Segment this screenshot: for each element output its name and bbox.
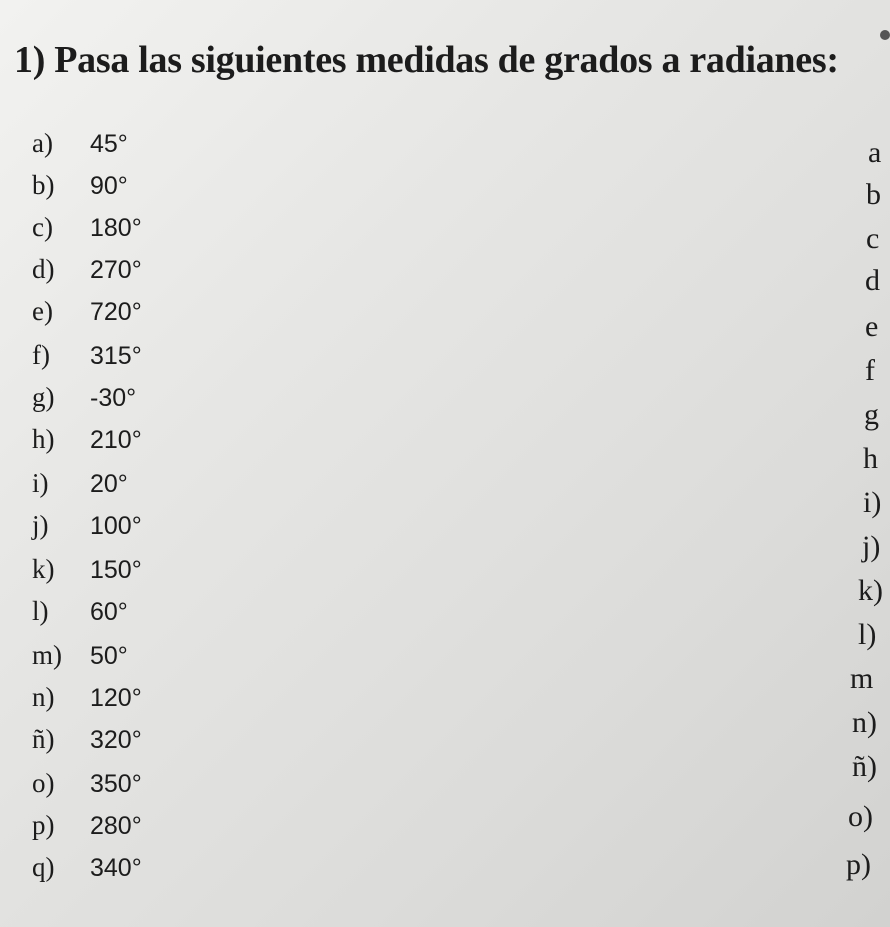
item-label: k)	[32, 554, 55, 584]
item-value: 340°	[90, 854, 142, 882]
cropped-label: d	[865, 264, 880, 297]
item-value: 150°	[90, 556, 142, 584]
item-value: 210°	[90, 426, 142, 454]
item-value: 280°	[90, 812, 142, 840]
item-label: h)	[32, 424, 55, 454]
cropped-label: n)	[852, 706, 877, 739]
item-label: ñ)	[32, 724, 55, 754]
item-label: g)	[32, 382, 55, 412]
cropped-label: j)	[862, 530, 881, 563]
cropped-label: m	[850, 662, 874, 695]
item-value: 315°	[90, 342, 142, 370]
cropped-label: p)	[846, 848, 871, 881]
item-value: 45°	[90, 130, 128, 158]
item-label: q)	[32, 852, 55, 882]
item-value: 90°	[90, 172, 128, 200]
item-value: 100°	[90, 512, 142, 540]
cropped-label: b	[866, 178, 881, 211]
item-value: 320°	[90, 726, 142, 754]
item-value: 720°	[90, 298, 142, 326]
item-label: n)	[32, 682, 55, 712]
item-value: 270°	[90, 256, 142, 284]
cropped-label: e	[865, 310, 879, 343]
item-label: i)	[32, 468, 49, 498]
item-label: f)	[32, 340, 50, 370]
item-value: 60°	[90, 598, 128, 626]
item-label: p)	[32, 810, 55, 840]
cropped-label: l)	[858, 618, 877, 651]
exercise-title: 1) Pasa las siguientes medidas de grados a radianes:	[14, 39, 839, 81]
item-value: 50°	[90, 642, 128, 670]
item-label: a)	[32, 128, 53, 158]
item-value: 180°	[90, 214, 142, 242]
cropped-label: o)	[848, 800, 873, 833]
cropped-label: f	[865, 354, 875, 387]
item-label: j)	[32, 510, 49, 540]
item-label: o)	[32, 768, 55, 798]
item-label: b)	[32, 170, 55, 200]
item-value: 20°	[90, 470, 128, 498]
item-value: 350°	[90, 770, 142, 798]
item-label: l)	[32, 596, 49, 626]
item-value: -30°	[90, 384, 137, 412]
item-value: 120°	[90, 684, 142, 712]
cropped-label: c	[866, 222, 880, 255]
cropped-label: h	[863, 442, 878, 475]
cropped-label: k)	[858, 574, 883, 607]
item-label: m)	[32, 640, 62, 670]
cropped-label: g	[864, 398, 879, 431]
cropped-label: i)	[863, 486, 882, 519]
item-label: e)	[32, 296, 53, 326]
cropped-label: ñ)	[852, 750, 877, 783]
item-label: d)	[32, 254, 55, 284]
edge-mark	[880, 30, 890, 40]
item-label: c)	[32, 212, 53, 242]
cropped-label: a	[868, 136, 882, 169]
